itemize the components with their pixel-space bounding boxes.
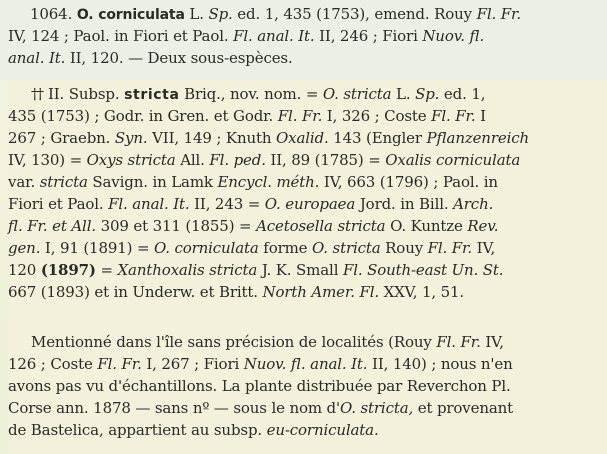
subsp-line-6: Fiori et Paol. Fl. anal. It. II, 243 = O. europaea Jord. in Bill. Arch. [8,195,494,213]
species-line-1: 1064. O. corniculata L. Sp. ed. 1, 435 (1753), emend. Rouy Fl. Fr. [30,5,521,23]
remark-line-4: Corse ann. 1878 — sans nº — sous le nom d'O. stricta, et provenant [8,399,514,417]
subsp-line-2: 435 (1753) ; Godr. in Gren. et Godr. Fl. Fr. I, 326 ; Coste Fl. Fr. I [8,107,486,125]
species-header-block [0,0,607,80]
remark-line-1: Mentionné dans l'île sans précision de localités (Rouy Fl. Fr. IV, [31,333,504,351]
double-dagger-icon: †† [31,85,42,103]
species-name: O. corniculata [76,7,185,23]
subsp-line-4: IV, 130) = Oxys stricta All. Fl. ped. II, 89 (1785) = Oxalis corniculata [8,151,521,169]
species-line-3: anal. It. II, 120. — Deux sous-espèces. [8,49,293,67]
subspecies-name: stricta [124,87,180,103]
remark-line-2: 126 ; Coste Fl. Fr. I, 267 ; Fiori Nuov. fl. anal. It. II, 140) ; nous n'en [8,355,513,373]
remark-line-5: de Bastelica, appartient au subsp. eu-corniculata. [8,421,379,439]
subsp-line-10: 667 (1893) et in Underw. et Britt. North Amer. Fl. XXV, 1, 51. [8,283,465,301]
subsp-line-7: fl. Fr. et All. 309 et 311 (1855) = Acetosella stricta O. Kuntze Rev. [8,217,499,235]
subsp-line-8: gen. I, 91 (1891) = O. corniculata forme O. stricta Rouy Fl. Fr. IV, [8,239,496,257]
subspecies-block [8,80,607,454]
remark-line-3: avons pas vu d'échantillons. La plante distribuée par Reverchon Pl. [8,377,511,395]
subsp-line-3: 267 ; Graebn. Syn. VII, 149 ; Knuth Oxalid. 143 (Engler Pflanzenreich [8,129,529,147]
species-line-2: IV, 124 ; Paol. in Fiori et Paol. Fl. anal. It. II, 246 ; Fiori Nuov. fl. [8,27,485,45]
subsp-line-1: †† II. Subsp. stricta Briq., nov. nom. = O. stricta L. Sp. ed. 1, [31,85,486,103]
subsp-line-5: var. stricta Savign. in Lamk Encycl. méth. IV, 663 (1796) ; Paol. in [8,173,498,191]
subsp-line-9: 120 (1897) = Xanthoxalis stricta J. K. Small Fl. South-east Un. St. [8,261,504,279]
